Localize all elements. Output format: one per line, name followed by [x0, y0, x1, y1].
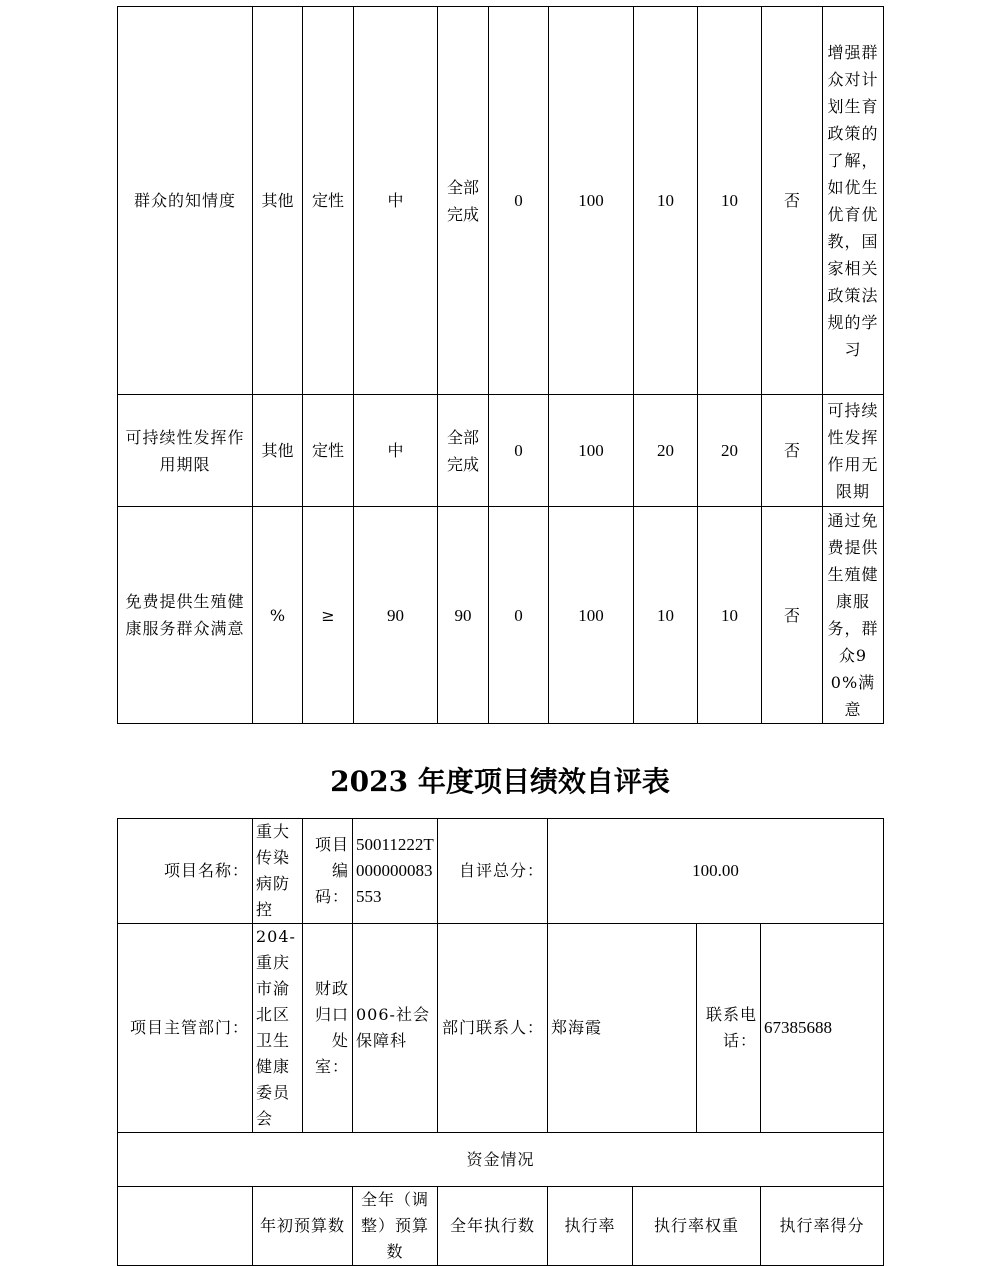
indicator-value: 0 [489, 507, 549, 724]
indicator-name: 群众的知情度 [118, 7, 253, 395]
indicator-value: 10 [634, 7, 698, 395]
funds-header-executed: 全年执行数 [438, 1187, 548, 1266]
indicator-unit: 其他 [253, 7, 303, 395]
indicator-target: 90 [354, 507, 438, 724]
project-name-label: 项目名称： [118, 819, 253, 924]
indicator-value: 0 [489, 7, 549, 395]
indicator-unit: % [253, 507, 303, 724]
funds-header-score: 执行率得分 [761, 1187, 884, 1266]
self-score-value: 100.00 [548, 819, 884, 924]
dept-value: 204-重庆市渝北区卫生健康委员会 [253, 924, 303, 1133]
office-value: 006-社会保障科 [353, 924, 438, 1133]
self-score-label: 自评总分： [438, 819, 548, 924]
indicator-score: 10 [698, 507, 762, 724]
indicator-note: 通过免费提供生殖健康服务，群众90%满意 [823, 507, 884, 724]
table-row [118, 924, 884, 1133]
indicator-value: 100 [549, 7, 634, 395]
indicator-flag: 否 [762, 395, 823, 507]
project-code-label: 项目编码： [303, 819, 353, 924]
project-info-table [117, 818, 884, 1266]
indicator-name: 免费提供生殖健康服务群众满意 [118, 507, 253, 724]
indicator-value: 0 [489, 395, 549, 507]
indicator-actual: 全部完成 [438, 7, 489, 395]
indicator-name: 可持续性发挥作用期限 [118, 395, 253, 507]
indicator-flag: 否 [762, 7, 823, 395]
phone-label: 联系电话： [697, 924, 761, 1133]
indicator-target: 中 [354, 7, 438, 395]
indicator-value: 10 [634, 507, 698, 724]
table-row [118, 7, 884, 395]
indicator-flag: 否 [762, 507, 823, 724]
contact-label: 部门联系人： [438, 924, 548, 1133]
indicator-symbol: 定性 [303, 395, 354, 507]
indicator-value: 20 [634, 395, 698, 507]
indicator-actual: 全部完成 [438, 395, 489, 507]
indicator-target: 中 [354, 395, 438, 507]
indicator-symbol: 定性 [303, 7, 354, 395]
table-row [118, 395, 884, 507]
table-row [118, 1187, 884, 1266]
contact-value: 郑海霞 [548, 924, 697, 1133]
project-name-value: 重大传染病防控 [253, 819, 303, 924]
phone-value: 67385688 [761, 924, 884, 1133]
indicator-value: 100 [549, 395, 634, 507]
indicator-note: 增强群众对计划生育政策的了解，如优生优育优教，国家相关政策法规的学习 [823, 7, 884, 395]
funds-section-label: 资金情况 [118, 1133, 884, 1187]
indicator-symbol: ≥ [303, 507, 354, 724]
indicator-table [117, 6, 884, 724]
funds-header-adjusted: 全年（调整）预算数 [353, 1187, 438, 1266]
funds-header-blank [118, 1187, 253, 1266]
funds-header-initial: 年初预算数 [253, 1187, 353, 1266]
funds-header-weight: 执行率权重 [633, 1187, 761, 1266]
dept-label: 项目主管部门： [118, 924, 253, 1133]
table-row [118, 819, 884, 924]
table-row [118, 507, 884, 724]
table-row [118, 1133, 884, 1187]
indicator-score: 20 [698, 395, 762, 507]
page-title: 2023 年度项目绩效自评表 [330, 765, 670, 798]
indicator-score: 10 [698, 7, 762, 395]
indicator-note: 可持续性发挥作用无限期 [823, 395, 884, 507]
project-code-value: 50011222T000000083553 [353, 819, 438, 924]
indicator-actual: 90 [438, 507, 489, 724]
indicator-unit: 其他 [253, 395, 303, 507]
indicator-value: 100 [549, 507, 634, 724]
funds-header-rate: 执行率 [548, 1187, 633, 1266]
office-label: 财政归口处室： [303, 924, 353, 1133]
